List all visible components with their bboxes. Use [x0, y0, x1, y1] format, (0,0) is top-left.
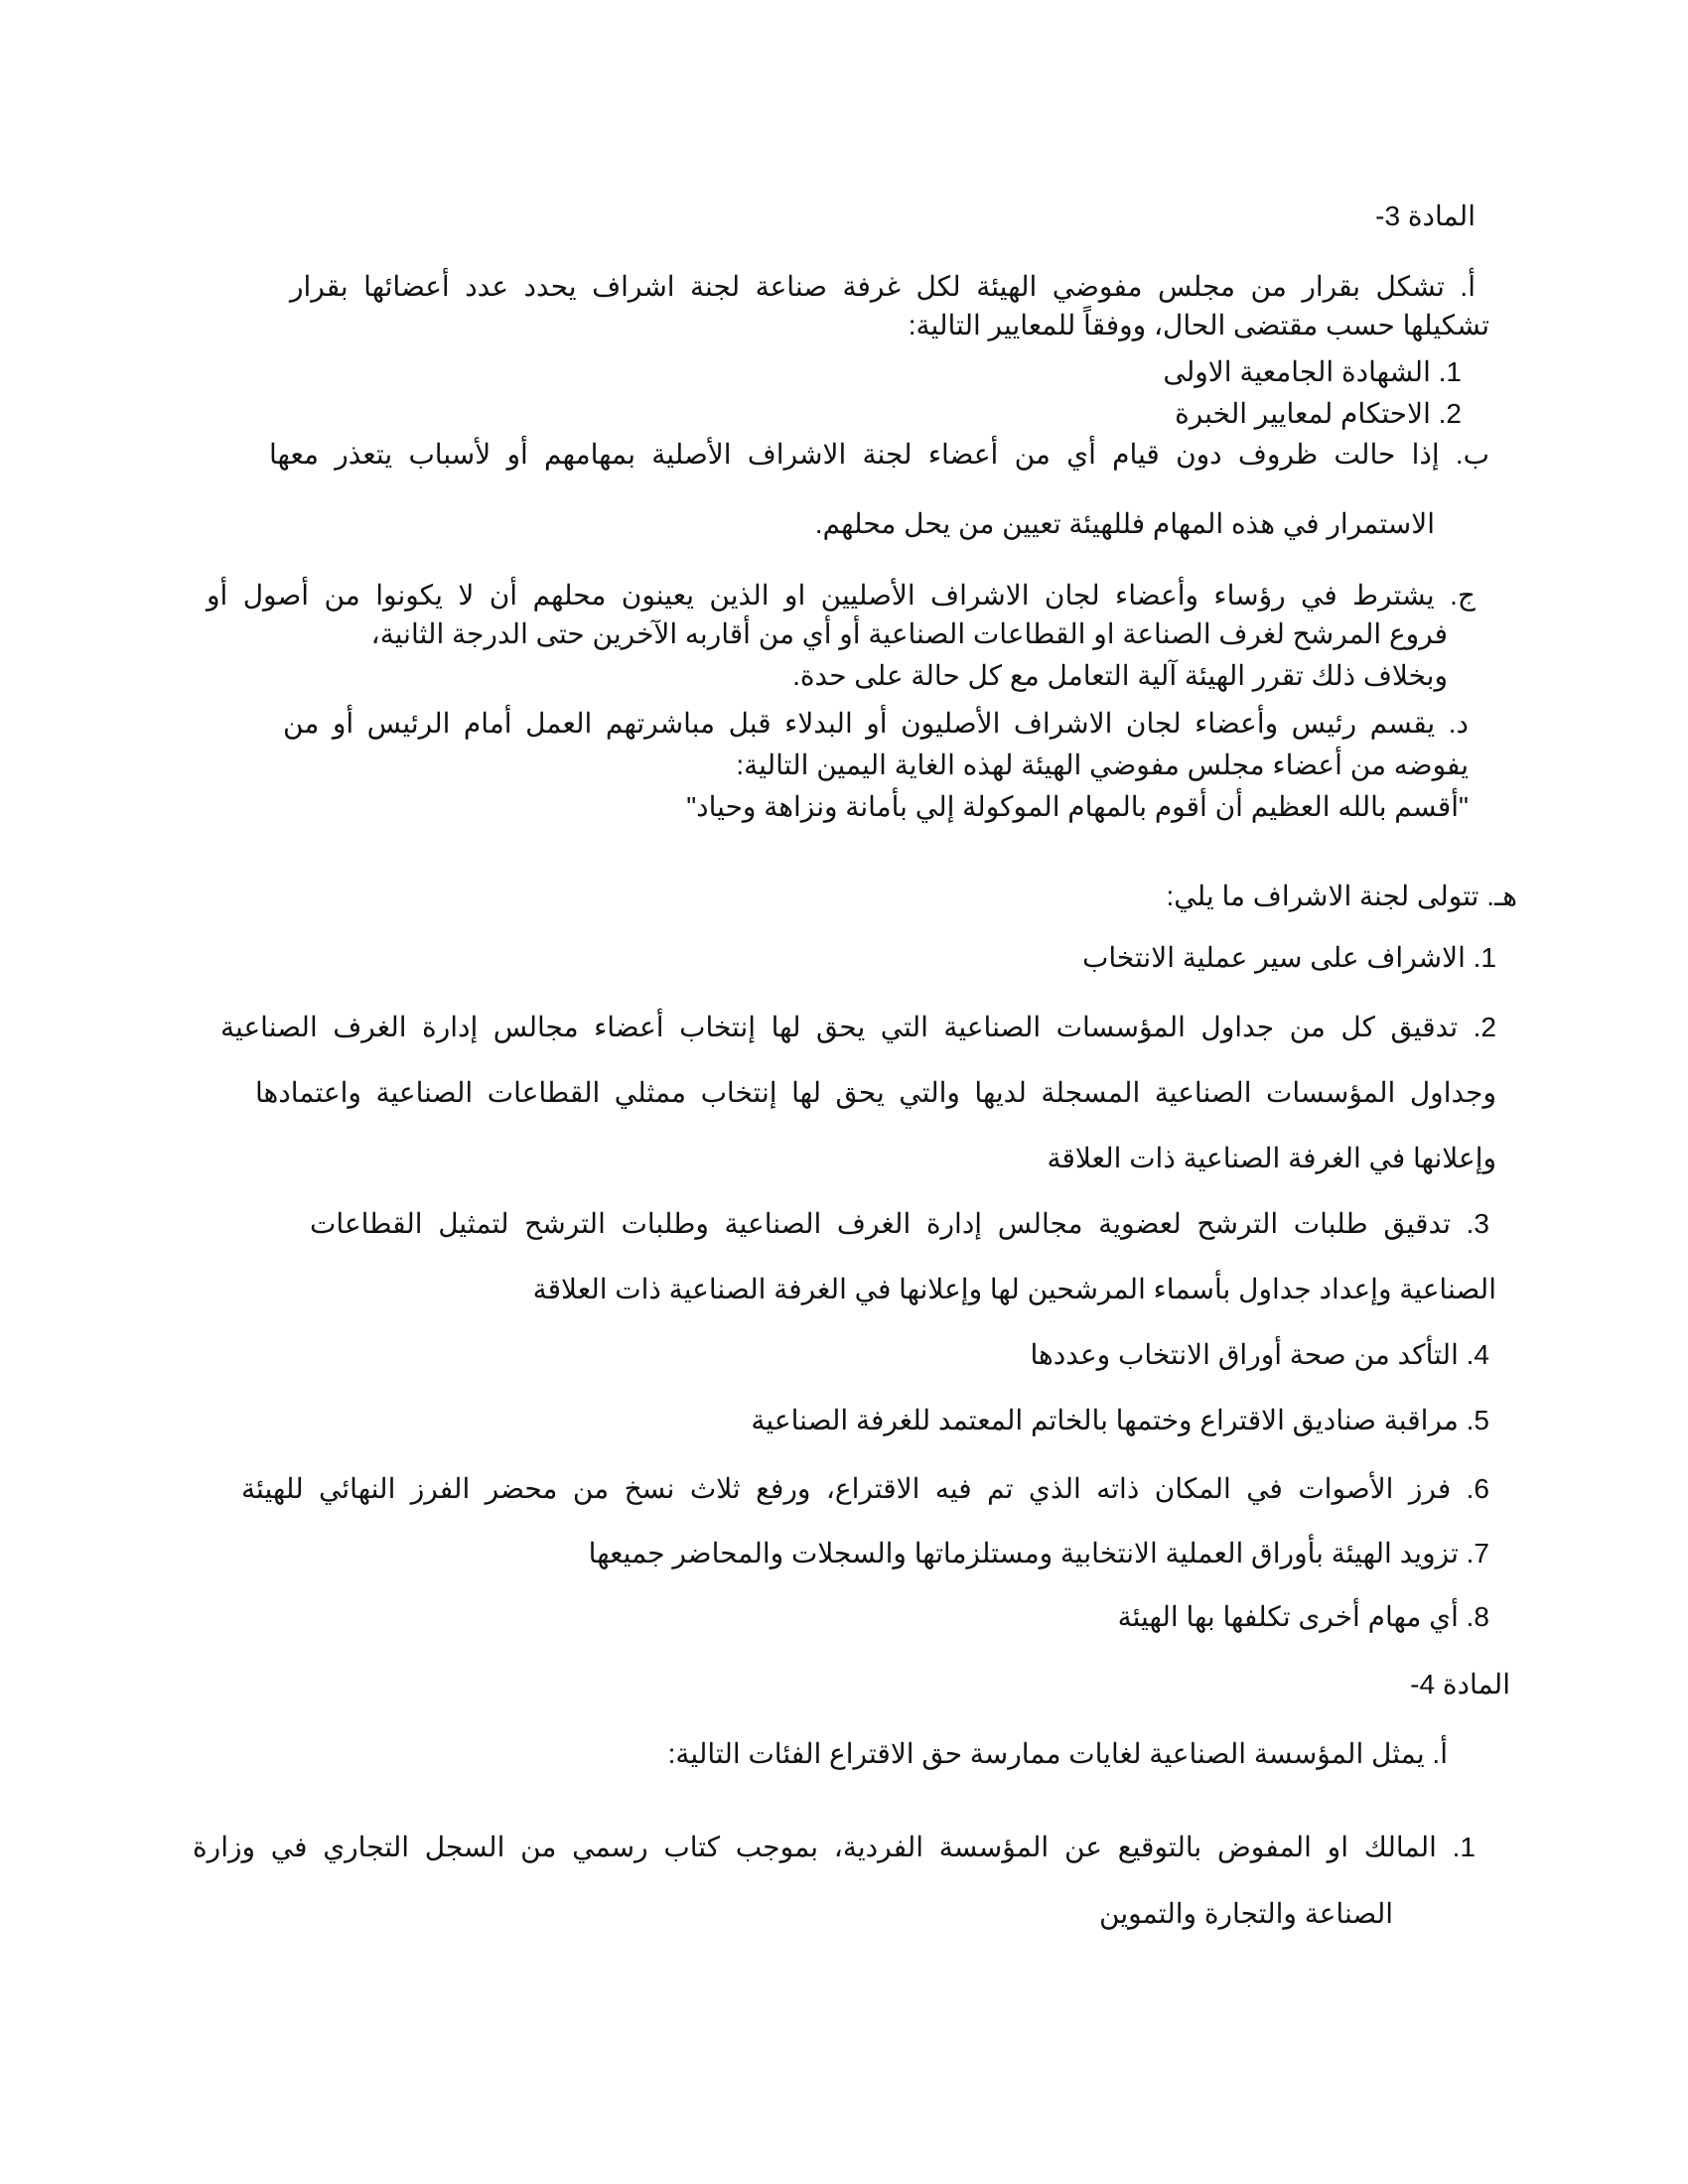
duty-item: 2. تدقيق كل من جداول المؤسسات الصناعية التي يحق لها إنتخاب أعضاء مجالس إدارة الغرف الصناعية: [220, 1012, 1496, 1042]
duty-item: 1. الاشراف على سير عملية الانتخاب: [1082, 942, 1496, 973]
clause-a-line: تشكيلها حسب مقتضى الحال، ووفقاً للمعايير التالية:: [908, 310, 1489, 341]
clause-b-line: ب. إذا حالت ظروف دون قيام أي من أعضاء لجنة الاشراف الأصلية بمهامهم أو لأسباب يتعذر معها: [269, 439, 1489, 470]
clause-c-line: وبخلاف ذلك تقرر الهيئة آلية التعامل مع كل حالة على حدة.: [792, 660, 1448, 691]
duty-item: وجداول المؤسسات الصناعية المسجلة لديها والتي يحق لها إنتخاب ممثلي القطاعات الصناعية واعتمادها: [255, 1077, 1496, 1108]
clause-c-line: ج. يشترط في رؤساء وأعضاء لجان الاشراف الأصليين او الذين يعينون محلهم أن لا يكونوا من أصول أو: [207, 580, 1476, 611]
duty-item: 7. تزويد الهيئة بأوراق العملية الانتخابية ومستلزماتها والسجلات والمحاضر جميعها: [588, 1538, 1489, 1569]
article-4-heading: المادة 4-: [1410, 1669, 1510, 1700]
duty-item: 5. مراقبة صناديق الاقتراع وختمها بالخاتم المعتمد للغرفة الصناعية: [751, 1405, 1489, 1435]
article-4-item: 1. المالك او المفوض بالتوقيع عن المؤسسة الفردية، بموجب كتاب رسمي من السجل التجاري في وزارة: [193, 1832, 1476, 1862]
clause-d-line: د. يقسم رئيس وأعضاء لجان الاشراف الأصليون أو البدلاء قبل مباشرتهم العمل أمام الرئيس أو من: [283, 708, 1469, 739]
clause-e-heading: هـ. تتولى لجنة الاشراف ما يلي:: [1166, 881, 1517, 911]
duty-item: 6. فرز الأصوات في المكان ذاته الذي تم فيه الاقتراع، ورفع ثلاث نسخ من محضر الفرز النهائي للهيئة: [241, 1473, 1489, 1504]
duty-item: 4. التأكد من صحة أوراق الانتخاب وعددها: [1030, 1339, 1489, 1370]
criteria-item: 1. الشهادة الجامعية الاولى: [1163, 356, 1462, 387]
article-4-item: الصناعة والتجارة والتموين: [1099, 1898, 1393, 1929]
clause-c-line: فروع المرشح لغرف الصناعة او القطاعات الصناعية أو أي من أقاربه الآخرين حتى الدرجة الثانية،: [370, 618, 1448, 649]
duty-item: وإعلانها في الغرفة الصناعية ذات العلاقة: [1047, 1143, 1496, 1173]
duty-item: 3. تدقيق طلبات الترشح لعضوية مجالس إدارة الغرف الصناعية وطلبات الترشح لتمثيل القطاعات: [310, 1208, 1489, 1239]
clause-d-line: يفوضه من أعضاء مجلس مفوضي الهيئة لهذه الغاية اليمين التالية:: [736, 750, 1469, 780]
clause-b-line: الاستمرار في هذه المهام فللهيئة تعيين من يحل محلهم.: [814, 508, 1435, 539]
duty-item: 8. أي مهام أخرى تكلفها بها الهيئة: [1117, 1601, 1489, 1632]
criteria-item: 2. الاحتكام لمعايير الخبرة: [1175, 398, 1462, 429]
duty-item: الصناعية وإعداد جداول بأسماء المرشحين لها وإعلانها في الغرفة الصناعية ذات العلاقة: [532, 1274, 1496, 1304]
article-3-heading: المادة 3-: [1375, 201, 1476, 231]
clause-a-line: أ. تشكل بقرار من مجلس مفوضي الهيئة لكل غرفة صناعة لجنة اشراف يحدد عدد أعضائها بقرار: [290, 271, 1476, 302]
article-4-clause-a: أ. يمثل المؤسسة الصناعية لغايات ممارسة حق الاقتراع الفئات التالية:: [667, 1738, 1448, 1769]
oath-text: "أقسم بالله العظيم أن أقوم بالمهام الموكولة إلي بأمانة ونزاهة وحياد": [686, 791, 1469, 822]
